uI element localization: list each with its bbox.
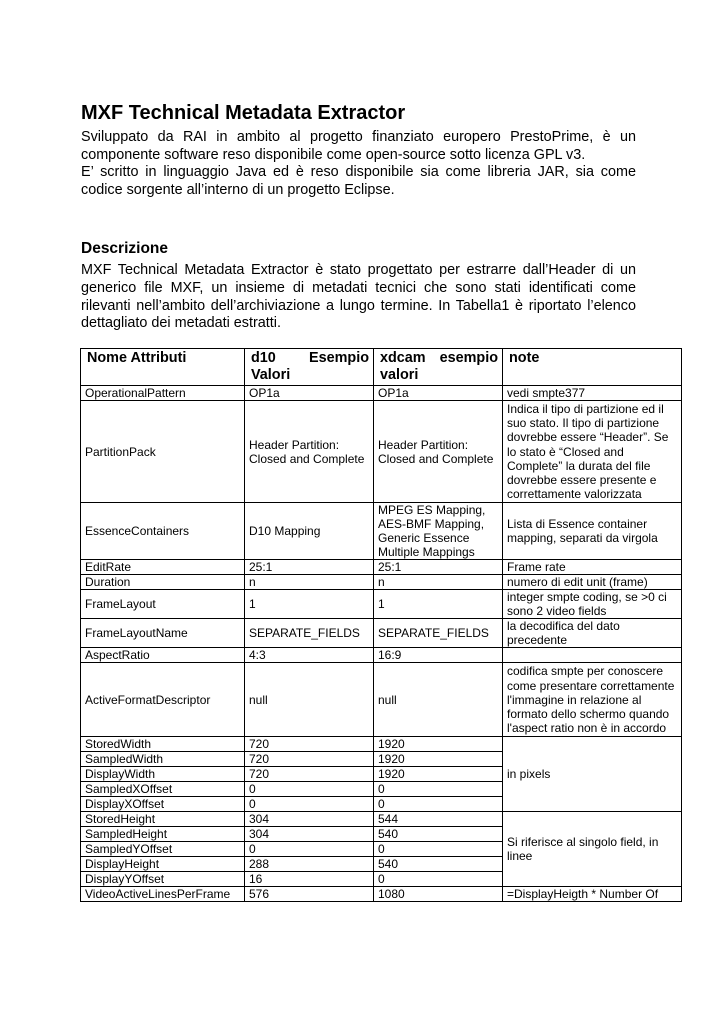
table-row (81, 812, 682, 827)
d10-value-cell: 720 (245, 737, 374, 752)
d10-value-cell: null (245, 663, 374, 737)
table-row (81, 590, 682, 619)
note-cell: integer smpte coding, se >0 ci sono 2 video fields (503, 590, 682, 619)
attribute-name-cell: EditRate (81, 560, 245, 575)
d10-value-cell: 304 (245, 812, 374, 827)
note-cell: Frame rate (503, 560, 682, 575)
table-row (81, 737, 682, 752)
xdcam-value-cell: 1920 (374, 752, 503, 767)
attribute-name-cell: OperationalPattern (81, 386, 245, 401)
attribute-name-cell: DisplayYOffset (81, 872, 245, 887)
table-header-row (81, 349, 682, 386)
header-cell: xdcam esempio valori (374, 349, 503, 386)
intro-paragraph: E’ scritto in linguaggio Java ed è reso disponibile sia come libreria JAR, sia come codice sorgente all’interno di un progetto Eclipse. (81, 164, 636, 198)
d10-value-cell: Header Partition: Closed and Complete (245, 401, 374, 503)
d10-value-cell: D10 Mapping (245, 503, 374, 560)
table-row (81, 887, 682, 902)
note-cell: =DisplayHeigth * Number Of (503, 887, 682, 902)
xdcam-value-cell: 1 (374, 590, 503, 619)
d10-value-cell: 720 (245, 767, 374, 782)
attribute-name-cell: FrameLayoutName (81, 619, 245, 648)
table-row (81, 560, 682, 575)
xdcam-value-cell: 544 (374, 812, 503, 827)
note-cell: la decodifica del dato precedente (503, 619, 682, 648)
header-cell: d10 Esempio Valori (245, 349, 374, 386)
metadata-table (80, 348, 682, 902)
header-cell: Nome Attributi (81, 349, 245, 386)
xdcam-value-cell: 0 (374, 842, 503, 857)
attribute-name-cell: SampledYOffset (81, 842, 245, 857)
xdcam-value-cell: 16:9 (374, 648, 503, 663)
note-cell: codifica smpte per conoscere come presentare correttamente l'immagine in relazione al formato dello schermo quando l'aspect ratio non è in accordo (503, 663, 682, 737)
note-cell: Lista di Essence container mapping, separati da virgola (503, 503, 682, 560)
d10-value-cell: 576 (245, 887, 374, 902)
table-row (81, 575, 682, 590)
attribute-name-cell: SampledWidth (81, 752, 245, 767)
xdcam-value-cell: null (374, 663, 503, 737)
note-cell: vedi smpte377 (503, 386, 682, 401)
d10-value-cell: 288 (245, 857, 374, 872)
intro-paragraph: Sviluppato da RAI in ambito al progetto finanziato europero PrestoPrime, è un componente software reso disponibile come open-source sotto licenza GPL v3. (81, 129, 636, 163)
xdcam-value-cell: 540 (374, 857, 503, 872)
table-row (81, 663, 682, 737)
attribute-name-cell: VideoActiveLinesPerFrame (81, 887, 245, 902)
note-cell: Indica il tipo di partizione ed il suo stato. Il tipo di partizione dovrebbe essere “Header”. Se lo stato è “Closed and Complete” la durata del file dovrebbe essere presente e correttamente valorizzata (503, 401, 682, 503)
attribute-name-cell: SampledXOffset (81, 782, 245, 797)
table-row (81, 648, 682, 663)
note-cell (503, 648, 682, 663)
xdcam-value-cell: MPEG ES Mapping, AES-BMF Mapping, Generic Essence Multiple Mappings (374, 503, 503, 560)
xdcam-value-cell: 0 (374, 782, 503, 797)
xdcam-value-cell: 1920 (374, 737, 503, 752)
header-cell: note (503, 349, 682, 386)
xdcam-value-cell: n (374, 575, 503, 590)
d10-value-cell: n (245, 575, 374, 590)
table-row (81, 503, 682, 560)
d10-value-cell: 0 (245, 797, 374, 812)
attribute-name-cell: ActiveFormatDescriptor (81, 663, 245, 737)
attribute-name-cell: DisplayXOffset (81, 797, 245, 812)
table-row (81, 619, 682, 648)
d10-value-cell: 0 (245, 782, 374, 797)
document-body (81, 101, 636, 333)
attribute-name-cell: DisplayHeight (81, 857, 245, 872)
note-cell: numero di edit unit (frame) (503, 575, 682, 590)
d10-value-cell: 4:3 (245, 648, 374, 663)
attribute-name-cell: PartitionPack (81, 401, 245, 503)
xdcam-value-cell: OP1a (374, 386, 503, 401)
document-title: MXF Technical Metadata Extractor (81, 102, 406, 124)
d10-value-cell: 1 (245, 590, 374, 619)
attribute-name-cell: Duration (81, 575, 245, 590)
d10-value-cell: SEPARATE_FIELDS (245, 619, 374, 648)
xdcam-value-cell: Header Partition: Closed and Complete (374, 401, 503, 503)
table-row (81, 386, 682, 401)
attribute-name-cell: StoredWidth (81, 737, 245, 752)
attribute-name-cell: SampledHeight (81, 827, 245, 842)
d10-value-cell: 25:1 (245, 560, 374, 575)
xdcam-value-cell: 540 (374, 827, 503, 842)
attribute-name-cell: FrameLayout (81, 590, 245, 619)
xdcam-value-cell: 0 (374, 797, 503, 812)
d10-value-cell: 720 (245, 752, 374, 767)
attribute-name-cell: StoredHeight (81, 812, 245, 827)
attribute-name-cell: EssenceContainers (81, 503, 245, 560)
xdcam-value-cell: 1920 (374, 767, 503, 782)
xdcam-value-cell: 1080 (374, 887, 503, 902)
note-cell: Si riferisce al singolo field, in linee (503, 812, 682, 887)
xdcam-value-cell: 0 (374, 872, 503, 887)
xdcam-value-cell: 25:1 (374, 560, 503, 575)
d10-value-cell: 304 (245, 827, 374, 842)
xdcam-value-cell: SEPARATE_FIELDS (374, 619, 503, 648)
d10-value-cell: 16 (245, 872, 374, 887)
description-paragraph: MXF Technical Metadata Extractor è stato progettato per estrarre dall’Header di un generico file MXF, un insieme di metadati tecnici che sono stati identificati come rilevanti nell’ambito dell’archiviazione a lungo termine. In Tabella1 è riportato l’elenco dettagliato dei metadati estratti. (81, 262, 636, 332)
attribute-name-cell: AspectRatio (81, 648, 245, 663)
attribute-name-cell: DisplayWidth (81, 767, 245, 782)
table-row (81, 401, 682, 503)
section-heading: Descrizione (81, 240, 169, 258)
note-cell: in pixels (503, 737, 682, 812)
d10-value-cell: 0 (245, 842, 374, 857)
d10-value-cell: OP1a (245, 386, 374, 401)
